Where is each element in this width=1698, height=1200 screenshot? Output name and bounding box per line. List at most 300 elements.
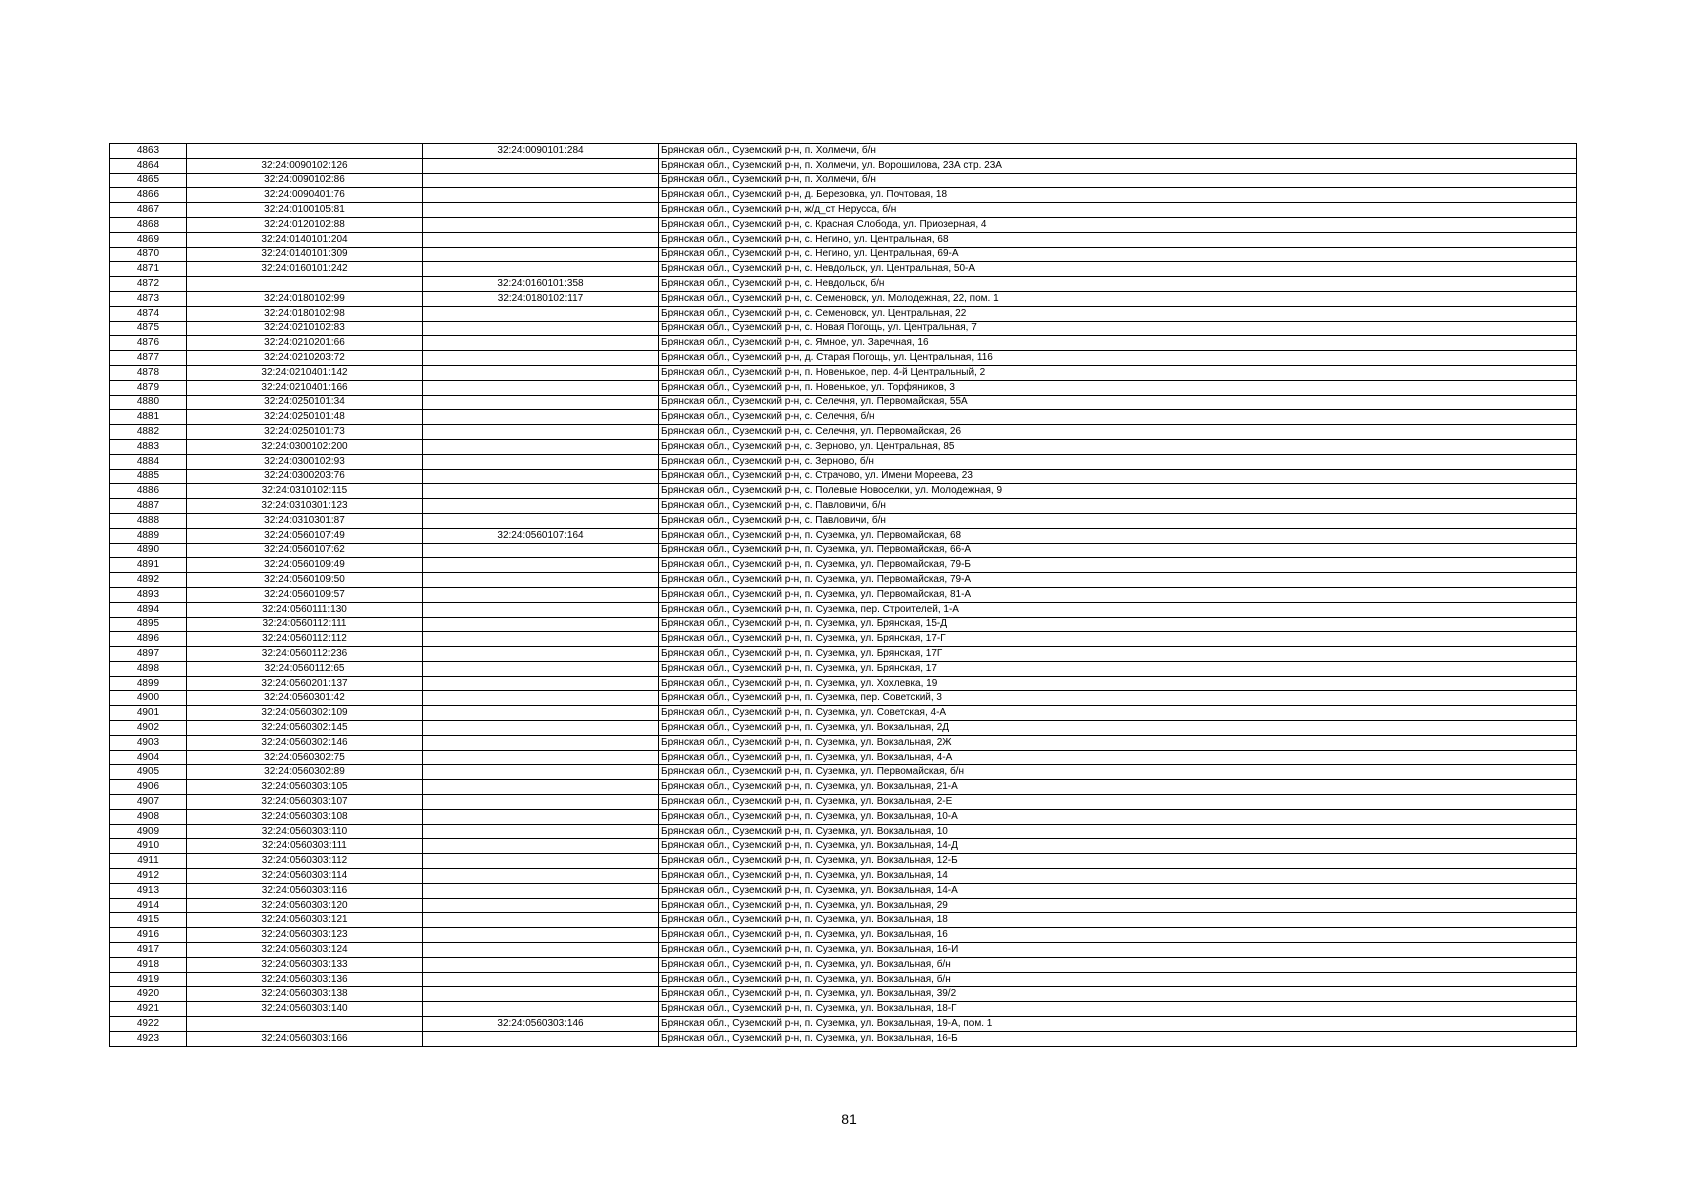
address-cell: Брянская обл., Суземский р-н, п. Суземка, ул. Вокзальная, 16-И bbox=[659, 943, 1577, 958]
room-cadastral-number-cell bbox=[423, 513, 659, 528]
cadastral-number-cell: 32:24:0180102:98 bbox=[187, 306, 423, 321]
address-cell: Брянская обл., Суземский р-н, п. Суземка, ул. Брянская, 17-Г bbox=[659, 632, 1577, 647]
address-cell: Брянская обл., Суземский р-н, п. Холмечи, ул. Ворошилова, 23А стр. 23А bbox=[659, 158, 1577, 173]
table-row bbox=[110, 869, 1577, 884]
cadastral-number-cell: 32:24:0560303:166 bbox=[187, 1031, 423, 1046]
room-cadastral-number-cell bbox=[423, 439, 659, 454]
table-row bbox=[110, 469, 1577, 484]
room-cadastral-number-cell bbox=[423, 188, 659, 203]
row-number-cell: 4864 bbox=[110, 158, 187, 173]
page-number: 81 bbox=[841, 1111, 857, 1127]
row-number-cell: 4886 bbox=[110, 484, 187, 499]
row-number-cell: 4879 bbox=[110, 380, 187, 395]
row-number-cell: 4888 bbox=[110, 513, 187, 528]
cadastral-number-cell: 32:24:0560302:146 bbox=[187, 735, 423, 750]
row-number-cell: 4870 bbox=[110, 247, 187, 262]
address-cell: Брянская обл., Суземский р-н, п. Суземка, ул. Вокзальная, 18-Г bbox=[659, 1002, 1577, 1017]
cadastral-number-cell: 32:24:0300102:93 bbox=[187, 454, 423, 469]
address-cell: Брянская обл., Суземский р-н, с. Страчово, ул. Имени Мореева, 23 bbox=[659, 469, 1577, 484]
row-number-cell: 4915 bbox=[110, 913, 187, 928]
cadastral-number-cell: 32:24:0090102:86 bbox=[187, 173, 423, 188]
cadastral-number-cell: 32:24:0560303:123 bbox=[187, 928, 423, 943]
room-cadastral-number-cell bbox=[423, 972, 659, 987]
table-row bbox=[110, 425, 1577, 440]
row-number-cell: 4911 bbox=[110, 854, 187, 869]
cadastral-number-cell: 32:24:0560109:57 bbox=[187, 587, 423, 602]
row-number-cell: 4902 bbox=[110, 721, 187, 736]
address-cell: Брянская обл., Суземский р-н, п. Суземка, ул. Вокзальная, 2Д bbox=[659, 721, 1577, 736]
address-cell: Брянская обл., Суземский р-н, п. Суземка, ул. Брянская, 17Г bbox=[659, 647, 1577, 662]
table-row bbox=[110, 750, 1577, 765]
cadastral-number-cell: 32:24:0560201:137 bbox=[187, 676, 423, 691]
room-cadastral-number-cell bbox=[423, 839, 659, 854]
address-cell: Брянская обл., Суземский р-н, п. Суземка, ул. Первомайская, 79-А bbox=[659, 573, 1577, 588]
room-cadastral-number-cell: 32:24:0090101:284 bbox=[423, 144, 659, 159]
row-number-cell: 4878 bbox=[110, 365, 187, 380]
address-cell: Брянская обл., Суземский р-н, с. Невдольск, ул. Центральная, 50-А bbox=[659, 262, 1577, 277]
row-number-cell: 4868 bbox=[110, 217, 187, 232]
room-cadastral-number-cell bbox=[423, 1031, 659, 1046]
room-cadastral-number-cell bbox=[423, 765, 659, 780]
cadastral-number-cell: 32:24:0140101:309 bbox=[187, 247, 423, 262]
cadastral-number-cell bbox=[187, 1017, 423, 1032]
table-row bbox=[110, 972, 1577, 987]
room-cadastral-number-cell bbox=[423, 809, 659, 824]
cadastral-number-cell: 32:24:0560303:107 bbox=[187, 795, 423, 810]
row-number-cell: 4907 bbox=[110, 795, 187, 810]
cadastral-number-cell: 32:24:0560112:112 bbox=[187, 632, 423, 647]
address-cell: Брянская обл., Суземский р-н, п. Суземка, пер. Советский, 3 bbox=[659, 691, 1577, 706]
row-number-cell: 4920 bbox=[110, 987, 187, 1002]
table-row bbox=[110, 203, 1577, 218]
cadastral-number-cell: 32:24:0560302:89 bbox=[187, 765, 423, 780]
table-row bbox=[110, 573, 1577, 588]
room-cadastral-number-cell bbox=[423, 365, 659, 380]
address-cell: Брянская обл., Суземский р-н, д. Старая Погощь, ул. Центральная, 116 bbox=[659, 351, 1577, 366]
cadastral-number-cell: 32:24:0120102:88 bbox=[187, 217, 423, 232]
cadastral-number-cell bbox=[187, 277, 423, 292]
table-row bbox=[110, 706, 1577, 721]
room-cadastral-number-cell bbox=[423, 558, 659, 573]
room-cadastral-number-cell bbox=[423, 721, 659, 736]
address-cell: Брянская обл., Суземский р-н, с. Павловичи, б/н bbox=[659, 499, 1577, 514]
room-cadastral-number-cell bbox=[423, 869, 659, 884]
cadastral-number-cell: 32:24:0560303:140 bbox=[187, 1002, 423, 1017]
room-cadastral-number-cell: 32:24:0560303:146 bbox=[423, 1017, 659, 1032]
row-number-cell: 4909 bbox=[110, 824, 187, 839]
row-number-cell: 4923 bbox=[110, 1031, 187, 1046]
room-cadastral-number-cell bbox=[423, 380, 659, 395]
table-row bbox=[110, 957, 1577, 972]
room-cadastral-number-cell bbox=[423, 943, 659, 958]
room-cadastral-number-cell bbox=[423, 573, 659, 588]
table-row bbox=[110, 499, 1577, 514]
row-number-cell: 4921 bbox=[110, 1002, 187, 1017]
address-cell: Брянская обл., Суземский р-н, п. Суземка, ул. Вокзальная, 16 bbox=[659, 928, 1577, 943]
table-row bbox=[110, 173, 1577, 188]
room-cadastral-number-cell bbox=[423, 203, 659, 218]
table-row bbox=[110, 809, 1577, 824]
address-cell: Брянская обл., Суземский р-н, п. Суземка, ул. Брянская, 17 bbox=[659, 661, 1577, 676]
row-number-cell: 4912 bbox=[110, 869, 187, 884]
room-cadastral-number-cell bbox=[423, 854, 659, 869]
address-cell: Брянская обл., Суземский р-н, п. Суземка, ул. Вокзальная, 29 bbox=[659, 898, 1577, 913]
room-cadastral-number-cell bbox=[423, 691, 659, 706]
row-number-cell: 4866 bbox=[110, 188, 187, 203]
row-number-cell: 4918 bbox=[110, 957, 187, 972]
cadastral-number-cell: 32:24:0310301:87 bbox=[187, 513, 423, 528]
cadastral-number-cell: 32:24:0560111:130 bbox=[187, 602, 423, 617]
row-number-cell: 4899 bbox=[110, 676, 187, 691]
table-row bbox=[110, 795, 1577, 810]
table-row bbox=[110, 854, 1577, 869]
address-cell: Брянская обл., Суземский р-н, с. Невдольск, б/н bbox=[659, 277, 1577, 292]
address-cell: Брянская обл., Суземский р-н, п. Суземка, ул. Вокзальная, 14-Д bbox=[659, 839, 1577, 854]
row-number-cell: 4910 bbox=[110, 839, 187, 854]
address-cell: Брянская обл., Суземский р-н, п. Суземка, ул. Вокзальная, 14-А bbox=[659, 883, 1577, 898]
address-cell: Брянская обл., Суземский р-н, с. Зерново, ул. Центральная, 85 bbox=[659, 439, 1577, 454]
cadastral-number-cell: 32:24:0560109:50 bbox=[187, 573, 423, 588]
address-cell: Брянская обл., Суземский р-н, с. Красная Слобода, ул. Приозерная, 4 bbox=[659, 217, 1577, 232]
room-cadastral-number-cell bbox=[423, 750, 659, 765]
room-cadastral-number-cell bbox=[423, 454, 659, 469]
address-cell: Брянская обл., Суземский р-н, п. Суземка, ул. Хохлевка, 19 bbox=[659, 676, 1577, 691]
address-cell: Брянская обл., Суземский р-н, п. Суземка, ул. Вокзальная, 19-А, пом. 1 bbox=[659, 1017, 1577, 1032]
table-row bbox=[110, 839, 1577, 854]
cadastral-number-cell: 32:24:0560112:236 bbox=[187, 647, 423, 662]
room-cadastral-number-cell bbox=[423, 336, 659, 351]
room-cadastral-number-cell bbox=[423, 543, 659, 558]
cadastral-number-cell: 32:24:0560303:105 bbox=[187, 780, 423, 795]
room-cadastral-number-cell bbox=[423, 158, 659, 173]
table-row bbox=[110, 247, 1577, 262]
room-cadastral-number-cell bbox=[423, 617, 659, 632]
room-cadastral-number-cell bbox=[423, 410, 659, 425]
room-cadastral-number-cell bbox=[423, 262, 659, 277]
row-number-cell: 4874 bbox=[110, 306, 187, 321]
row-number-cell: 4916 bbox=[110, 928, 187, 943]
room-cadastral-number-cell bbox=[423, 395, 659, 410]
room-cadastral-number-cell bbox=[423, 928, 659, 943]
table-row bbox=[110, 232, 1577, 247]
table-row bbox=[110, 765, 1577, 780]
room-cadastral-number-cell bbox=[423, 706, 659, 721]
row-number-cell: 4891 bbox=[110, 558, 187, 573]
table-row bbox=[110, 632, 1577, 647]
row-number-cell: 4877 bbox=[110, 351, 187, 366]
table-row bbox=[110, 1002, 1577, 1017]
table-row bbox=[110, 217, 1577, 232]
cadastral-number-cell: 32:24:0560303:116 bbox=[187, 883, 423, 898]
room-cadastral-number-cell bbox=[423, 484, 659, 499]
table-row bbox=[110, 1017, 1577, 1032]
row-number-cell: 4883 bbox=[110, 439, 187, 454]
row-number-cell: 4917 bbox=[110, 943, 187, 958]
cadastral-number-cell: 32:24:0560303:120 bbox=[187, 898, 423, 913]
cadastral-number-cell: 32:24:0560107:62 bbox=[187, 543, 423, 558]
registry-table bbox=[109, 143, 1577, 1047]
table-row bbox=[110, 913, 1577, 928]
cadastral-number-cell: 32:24:0210102:83 bbox=[187, 321, 423, 336]
row-number-cell: 4905 bbox=[110, 765, 187, 780]
table-row bbox=[110, 824, 1577, 839]
row-number-cell: 4865 bbox=[110, 173, 187, 188]
row-number-cell: 4895 bbox=[110, 617, 187, 632]
cadastral-number-cell: 32:24:0090401:76 bbox=[187, 188, 423, 203]
row-number-cell: 4919 bbox=[110, 972, 187, 987]
table-row bbox=[110, 513, 1577, 528]
cadastral-number-cell: 32:24:0560303:111 bbox=[187, 839, 423, 854]
room-cadastral-number-cell bbox=[423, 735, 659, 750]
address-cell: Брянская обл., Суземский р-н, п. Суземка, ул. Вокзальная, б/н bbox=[659, 957, 1577, 972]
table-row bbox=[110, 395, 1577, 410]
room-cadastral-number-cell bbox=[423, 469, 659, 484]
room-cadastral-number-cell bbox=[423, 824, 659, 839]
table-row bbox=[110, 1031, 1577, 1046]
address-cell: Брянская обл., Суземский р-н, п. Суземка, ул. Вокзальная, 16-Б bbox=[659, 1031, 1577, 1046]
address-cell: Брянская обл., Суземский р-н, п. Суземка, ул. Вокзальная, 10 bbox=[659, 824, 1577, 839]
row-number-cell: 4889 bbox=[110, 528, 187, 543]
cadastral-number-cell: 32:24:0560303:121 bbox=[187, 913, 423, 928]
cadastral-number-cell: 32:24:0560303:110 bbox=[187, 824, 423, 839]
address-cell: Брянская обл., Суземский р-н, с. Селечня, ул. Первомайская, 26 bbox=[659, 425, 1577, 440]
row-number-cell: 4885 bbox=[110, 469, 187, 484]
row-number-cell: 4872 bbox=[110, 277, 187, 292]
table-row bbox=[110, 898, 1577, 913]
address-cell: Брянская обл., Суземский р-н, ж/д_ст Нерусса, б/н bbox=[659, 203, 1577, 218]
cadastral-number-cell: 32:24:0560303:136 bbox=[187, 972, 423, 987]
room-cadastral-number-cell bbox=[423, 647, 659, 662]
table-row bbox=[110, 943, 1577, 958]
table-row bbox=[110, 336, 1577, 351]
address-cell: Брянская обл., Суземский р-н, с. Зерново, б/н bbox=[659, 454, 1577, 469]
address-cell: Брянская обл., Суземский р-н, п. Суземка, ул. Первомайская, 68 bbox=[659, 528, 1577, 543]
cadastral-number-cell: 32:24:0560109:49 bbox=[187, 558, 423, 573]
cadastral-number-cell: 32:24:0560107:49 bbox=[187, 528, 423, 543]
room-cadastral-number-cell bbox=[423, 321, 659, 336]
row-number-cell: 4903 bbox=[110, 735, 187, 750]
table-row bbox=[110, 602, 1577, 617]
registry-body bbox=[110, 144, 1577, 1047]
address-cell: Брянская обл., Суземский р-н, п. Суземка, ул. Первомайская, 81-А bbox=[659, 587, 1577, 602]
address-cell: Брянская обл., Суземский р-н, с. Селечня, ул. Первомайская, 55А bbox=[659, 395, 1577, 410]
table-row bbox=[110, 277, 1577, 292]
cadastral-number-cell: 32:24:0210203:72 bbox=[187, 351, 423, 366]
cadastral-number-cell bbox=[187, 144, 423, 159]
room-cadastral-number-cell bbox=[423, 1002, 659, 1017]
table-row bbox=[110, 647, 1577, 662]
table-row bbox=[110, 661, 1577, 676]
table-row bbox=[110, 365, 1577, 380]
room-cadastral-number-cell bbox=[423, 232, 659, 247]
table-row bbox=[110, 410, 1577, 425]
address-cell: Брянская обл., Суземский р-н, п. Холмечи, б/н bbox=[659, 144, 1577, 159]
cadastral-number-cell: 32:24:0180102:99 bbox=[187, 291, 423, 306]
cadastral-number-cell: 32:24:0560112:65 bbox=[187, 661, 423, 676]
table-row bbox=[110, 380, 1577, 395]
address-cell: Брянская обл., Суземский р-н, п. Суземка, ул. Советская, 4-А bbox=[659, 706, 1577, 721]
row-number-cell: 4901 bbox=[110, 706, 187, 721]
table-row bbox=[110, 558, 1577, 573]
cadastral-number-cell: 32:24:0090102:126 bbox=[187, 158, 423, 173]
address-cell: Брянская обл., Суземский р-н, п. Суземка, ул. Вокзальная, 14 bbox=[659, 869, 1577, 884]
cadastral-number-cell: 32:24:0560112:111 bbox=[187, 617, 423, 632]
room-cadastral-number-cell: 32:24:0160101:358 bbox=[423, 277, 659, 292]
row-number-cell: 4871 bbox=[110, 262, 187, 277]
table-row bbox=[110, 306, 1577, 321]
room-cadastral-number-cell bbox=[423, 898, 659, 913]
table-row bbox=[110, 691, 1577, 706]
address-cell: Брянская обл., Суземский р-н, п. Суземка, ул. Первомайская, 79-Б bbox=[659, 558, 1577, 573]
address-cell: Брянская обл., Суземский р-н, п. Холмечи, б/н bbox=[659, 173, 1577, 188]
address-cell: Брянская обл., Суземский р-н, п. Суземка, ул. Вокзальная, 2Ж bbox=[659, 735, 1577, 750]
room-cadastral-number-cell bbox=[423, 913, 659, 928]
cadastral-number-cell: 32:24:0250101:73 bbox=[187, 425, 423, 440]
room-cadastral-number-cell bbox=[423, 306, 659, 321]
address-cell: Брянская обл., Суземский р-н, с. Ямное, ул. Заречная, 16 bbox=[659, 336, 1577, 351]
table-row bbox=[110, 721, 1577, 736]
row-number-cell: 4869 bbox=[110, 232, 187, 247]
table-row bbox=[110, 321, 1577, 336]
room-cadastral-number-cell bbox=[423, 780, 659, 795]
cadastral-number-cell: 32:24:0310102:115 bbox=[187, 484, 423, 499]
table-row bbox=[110, 528, 1577, 543]
table-row bbox=[110, 928, 1577, 943]
row-number-cell: 4873 bbox=[110, 291, 187, 306]
table-row bbox=[110, 351, 1577, 366]
address-cell: Брянская обл., Суземский р-н, с. Павловичи, б/н bbox=[659, 513, 1577, 528]
row-number-cell: 4908 bbox=[110, 809, 187, 824]
address-cell: Брянская обл., Суземский р-н, п. Суземка, ул. Вокзальная, 18 bbox=[659, 913, 1577, 928]
address-cell: Брянская обл., Суземский р-н, п. Новенькое, ул. Торфяников, 3 bbox=[659, 380, 1577, 395]
address-cell: Брянская обл., Суземский р-н, п. Суземка, ул. Брянская, 15-Д bbox=[659, 617, 1577, 632]
row-number-cell: 4867 bbox=[110, 203, 187, 218]
table-row bbox=[110, 587, 1577, 602]
address-cell: Брянская обл., Суземский р-н, с. Семеновск, ул. Центральная, 22 bbox=[659, 306, 1577, 321]
cadastral-number-cell: 32:24:0210401:142 bbox=[187, 365, 423, 380]
room-cadastral-number-cell: 32:24:0560107:164 bbox=[423, 528, 659, 543]
table-row bbox=[110, 617, 1577, 632]
cadastral-number-cell: 32:24:0100105:81 bbox=[187, 203, 423, 218]
table-row bbox=[110, 883, 1577, 898]
address-cell: Брянская обл., Суземский р-н, п. Суземка, ул. Первомайская, 66-А bbox=[659, 543, 1577, 558]
cadastral-number-cell: 32:24:0560303:114 bbox=[187, 869, 423, 884]
row-number-cell: 4914 bbox=[110, 898, 187, 913]
row-number-cell: 4896 bbox=[110, 632, 187, 647]
table-row bbox=[110, 188, 1577, 203]
row-number-cell: 4890 bbox=[110, 543, 187, 558]
table-row bbox=[110, 439, 1577, 454]
row-number-cell: 4904 bbox=[110, 750, 187, 765]
row-number-cell: 4887 bbox=[110, 499, 187, 514]
table-row bbox=[110, 676, 1577, 691]
row-number-cell: 4880 bbox=[110, 395, 187, 410]
address-cell: Брянская обл., Суземский р-н, п. Суземка, ул. Вокзальная, 39/2 bbox=[659, 987, 1577, 1002]
row-number-cell: 4863 bbox=[110, 144, 187, 159]
cadastral-number-cell: 32:24:0560302:109 bbox=[187, 706, 423, 721]
room-cadastral-number-cell bbox=[423, 217, 659, 232]
address-cell: Брянская обл., Суземский р-н, п. Суземка, ул. Вокзальная, 2-Е bbox=[659, 795, 1577, 810]
table-row bbox=[110, 735, 1577, 750]
cadastral-number-cell: 32:24:0560303:124 bbox=[187, 943, 423, 958]
address-cell: Брянская обл., Суземский р-н, с. Селечня, б/н bbox=[659, 410, 1577, 425]
cadastral-number-cell: 32:24:0210401:166 bbox=[187, 380, 423, 395]
cadastral-number-cell: 32:24:0560303:112 bbox=[187, 854, 423, 869]
cadastral-number-cell: 32:24:0300203:76 bbox=[187, 469, 423, 484]
room-cadastral-number-cell bbox=[423, 602, 659, 617]
address-cell: Брянская обл., Суземский р-н, с. Семеновск, ул. Молодежная, 22, пом. 1 bbox=[659, 291, 1577, 306]
row-number-cell: 4893 bbox=[110, 587, 187, 602]
row-number-cell: 4906 bbox=[110, 780, 187, 795]
table-row bbox=[110, 543, 1577, 558]
address-cell: Брянская обл., Суземский р-н, с. Полевые Новоселки, ул. Молодежная, 9 bbox=[659, 484, 1577, 499]
address-cell: Брянская обл., Суземский р-н, п. Суземка, ул. Вокзальная, 10-А bbox=[659, 809, 1577, 824]
cadastral-number-cell: 32:24:0560303:133 bbox=[187, 957, 423, 972]
room-cadastral-number-cell bbox=[423, 425, 659, 440]
table-row bbox=[110, 144, 1577, 159]
row-number-cell: 4882 bbox=[110, 425, 187, 440]
row-number-cell: 4876 bbox=[110, 336, 187, 351]
address-cell: Брянская обл., Суземский р-н, с. Новая Погощь, ул. Центральная, 7 bbox=[659, 321, 1577, 336]
room-cadastral-number-cell: 32:24:0180102:117 bbox=[423, 291, 659, 306]
address-cell: Брянская обл., Суземский р-н, п. Суземка, ул. Вокзальная, 12-Б bbox=[659, 854, 1577, 869]
room-cadastral-number-cell bbox=[423, 632, 659, 647]
address-cell: Брянская обл., Суземский р-н, с. Негино, ул. Центральная, 69-А bbox=[659, 247, 1577, 262]
row-number-cell: 4884 bbox=[110, 454, 187, 469]
cadastral-number-cell: 32:24:0250101:34 bbox=[187, 395, 423, 410]
room-cadastral-number-cell bbox=[423, 499, 659, 514]
room-cadastral-number-cell bbox=[423, 957, 659, 972]
address-cell: Брянская обл., Суземский р-н, п. Суземка, пер. Строителей, 1-А bbox=[659, 602, 1577, 617]
cadastral-number-cell: 32:24:0560301:42 bbox=[187, 691, 423, 706]
cadastral-number-cell: 32:24:0560302:75 bbox=[187, 750, 423, 765]
row-number-cell: 4875 bbox=[110, 321, 187, 336]
room-cadastral-number-cell bbox=[423, 987, 659, 1002]
room-cadastral-number-cell bbox=[423, 676, 659, 691]
room-cadastral-number-cell bbox=[423, 587, 659, 602]
address-cell: Брянская обл., Суземский р-н, п. Суземка, ул. Первомайская, б/н bbox=[659, 765, 1577, 780]
room-cadastral-number-cell bbox=[423, 795, 659, 810]
room-cadastral-number-cell bbox=[423, 173, 659, 188]
cadastral-number-cell: 32:24:0300102:200 bbox=[187, 439, 423, 454]
row-number-cell: 4898 bbox=[110, 661, 187, 676]
room-cadastral-number-cell bbox=[423, 661, 659, 676]
cadastral-number-cell: 32:24:0210201:66 bbox=[187, 336, 423, 351]
row-number-cell: 4913 bbox=[110, 883, 187, 898]
row-number-cell: 4881 bbox=[110, 410, 187, 425]
table-row bbox=[110, 262, 1577, 277]
cadastral-number-cell: 32:24:0560303:138 bbox=[187, 987, 423, 1002]
room-cadastral-number-cell bbox=[423, 883, 659, 898]
address-cell: Брянская обл., Суземский р-н, с. Негино, ул. Центральная, 68 bbox=[659, 232, 1577, 247]
row-number-cell: 4897 bbox=[110, 647, 187, 662]
table-row bbox=[110, 158, 1577, 173]
table-row bbox=[110, 291, 1577, 306]
cadastral-number-cell: 32:24:0140101:204 bbox=[187, 232, 423, 247]
cadastral-number-cell: 32:24:0560303:108 bbox=[187, 809, 423, 824]
room-cadastral-number-cell bbox=[423, 247, 659, 262]
address-cell: Брянская обл., Суземский р-н, п. Суземка, ул. Вокзальная, 21-А bbox=[659, 780, 1577, 795]
address-cell: Брянская обл., Суземский р-н, п. Новенькое, пер. 4-й Центральный, 2 bbox=[659, 365, 1577, 380]
cadastral-number-cell: 32:24:0160101:242 bbox=[187, 262, 423, 277]
address-cell: Брянская обл., Суземский р-н, п. Суземка, ул. Вокзальная, б/н bbox=[659, 972, 1577, 987]
cadastral-number-cell: 32:24:0310301:123 bbox=[187, 499, 423, 514]
room-cadastral-number-cell bbox=[423, 351, 659, 366]
address-cell: Брянская обл., Суземский р-н, д. Березовка, ул. Почтовая, 18 bbox=[659, 188, 1577, 203]
cadastral-number-cell: 32:24:0250101:48 bbox=[187, 410, 423, 425]
table-row bbox=[110, 454, 1577, 469]
table-row bbox=[110, 484, 1577, 499]
